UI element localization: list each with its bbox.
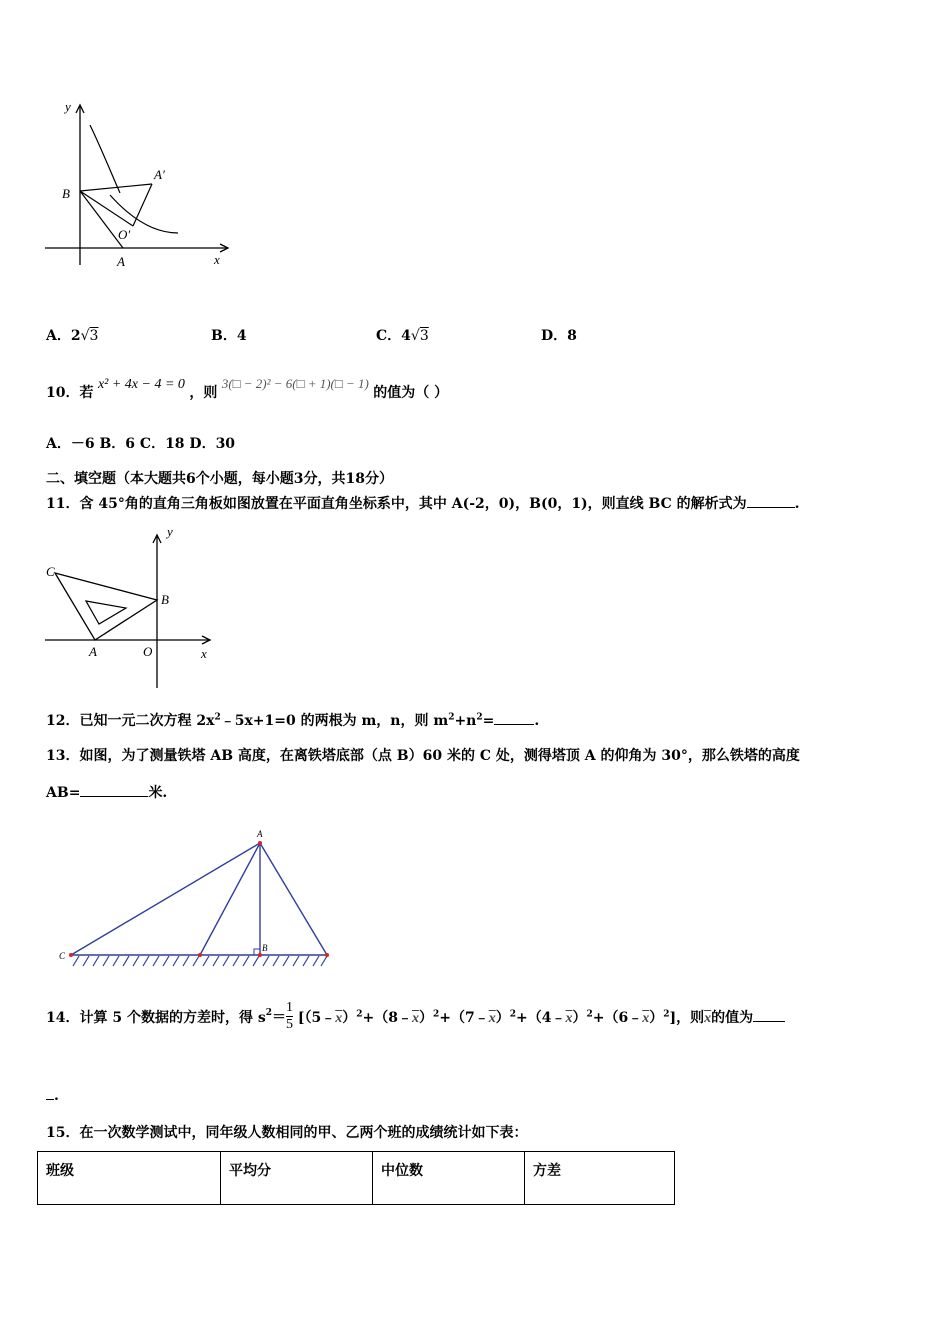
q15-question: 15．在一次数学测试中，同年级人数相同的甲、乙两个班的成绩统计如下表： [46, 1125, 528, 1141]
q11-x-label: x [201, 646, 207, 661]
answer-blank [46, 1098, 54, 1100]
q13-label-c: C [59, 951, 66, 961]
q13-point-b [258, 953, 262, 957]
q14-question: 14．计算 5 个数据的方差时，得 $s^2=$ $\frac{1}{5}$ $[(5﹣\overline{x})^2+(8﹣\overline{x})^2+(7﹣\overline{x})^2+(4﹣\overline{x})^2+(6﹣\overline{x})^2]$，则$\overline{x}$的值为 [46, 1000, 785, 1033]
q11-label-a: A [89, 644, 97, 659]
q10-equation: x² + 4x − 4 = 0 [97, 377, 185, 392]
q9-label-a-prime: A′ [154, 167, 165, 182]
q10-mid: ，则 [189, 385, 218, 401]
table-header-cell: 方差 [525, 1152, 675, 1205]
answer-blank [494, 723, 534, 725]
q11-triangle [55, 573, 157, 640]
q12-question: 12．已知一元二次方程 $2x^2﹣5x+1=0$ 的两根为 m，n，则 $m^2+n^2=$ . [46, 712, 540, 729]
q13-point-c [69, 953, 73, 957]
q13-hatching [73, 956, 327, 966]
q13-left-brace [200, 843, 260, 955]
q11-label-o: O [143, 644, 153, 659]
q11-question: 11．含 45°角的直角三角板如图放置在平面直角坐标系中，其中 A(-2，0)，B(0，1)，则直线 BC 的解析式为 . [46, 496, 800, 512]
table-header-cell: 中位数 [373, 1152, 525, 1205]
sqrt-symbol: √3 [410, 328, 429, 344]
answer-blank [747, 506, 795, 508]
table-header-row [38, 1152, 675, 1205]
q9-option-b: B．4 [211, 328, 247, 344]
q14-continuation: . [46, 1088, 59, 1104]
q9-option-a: A．2√3 [46, 328, 99, 344]
answer-blank [80, 795, 148, 797]
q9-label-o-prime: O′ [118, 227, 131, 242]
q11-figure [40, 520, 220, 695]
q13-line-ca [71, 843, 260, 955]
q9-option-c: C．4√3 [376, 328, 429, 344]
q9-y-label: y [65, 99, 71, 114]
q13-point-a [258, 841, 262, 845]
q14-fraction: $\frac{1}{5}$ [286, 1000, 293, 1032]
q13-right-brace [260, 843, 327, 955]
q10-prefix: 10．若 [46, 385, 94, 401]
q9-label-a: A [117, 254, 125, 269]
q11-label-c: C [46, 564, 55, 579]
sqrt-symbol: √3 [80, 328, 99, 344]
q10-expression: 3(□ − 2)² − 6(□ + 1)(□ − 1) [221, 376, 369, 391]
q9-figure [40, 95, 240, 295]
answer-blank [753, 1020, 785, 1022]
q11-label-b: B [161, 592, 169, 607]
q9-label-b: B [62, 186, 70, 201]
q13-line1: 13．如图，为了测量铁塔 AB 高度，在离铁塔底部（点 B）60 米的 C 处，测得塔顶 A 的仰角为 30°，那么铁塔的高度 [46, 748, 800, 764]
table-header-cell: 班级 [38, 1152, 221, 1205]
q13-label-b: B [262, 943, 268, 953]
q13-line2: AB= 米. [46, 785, 168, 801]
q9-option-d: D．8 [541, 328, 577, 344]
q11-inner-triangle [86, 601, 126, 624]
q10-question [46, 376, 449, 402]
q9-x-label: x [214, 252, 220, 267]
q15-table [37, 1151, 675, 1205]
q13-figure [55, 825, 340, 970]
section-heading: 二、填空题（本大题共6个小题，每小题3分，共18分） [46, 471, 393, 487]
q10-options: A．－6 B．6 C．18 D．30 [46, 436, 236, 452]
q10-suffix: 的值为（ ） [373, 385, 449, 401]
q13-label-a: A [257, 829, 263, 839]
table-header-cell: 平均分 [221, 1152, 373, 1205]
q11-y-label: y [167, 524, 173, 539]
